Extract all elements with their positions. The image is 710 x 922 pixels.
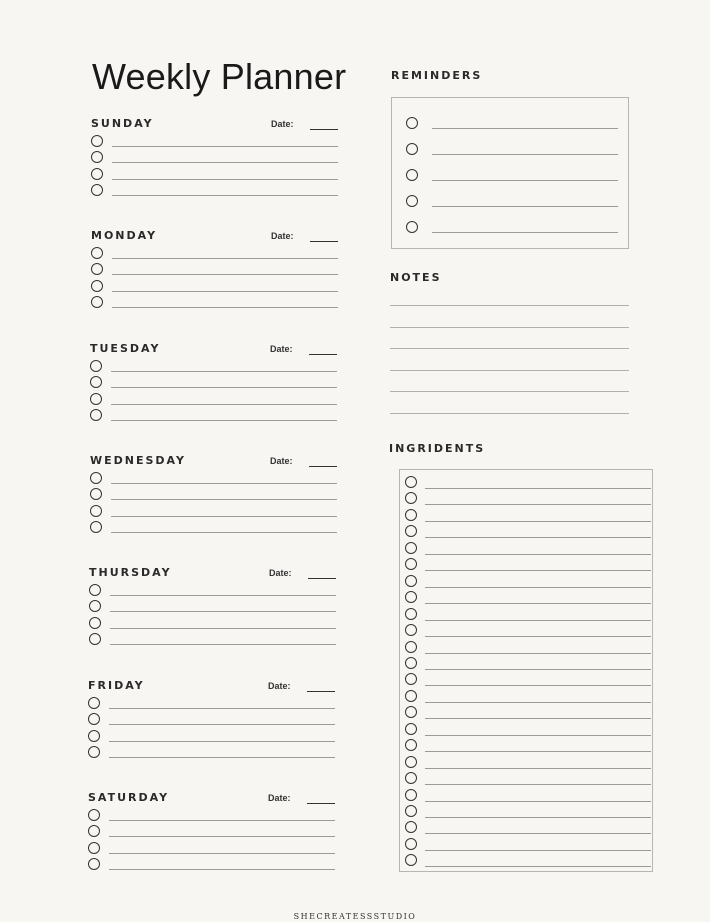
task-row [89, 376, 337, 392]
page-title: Weekly Planner [92, 56, 347, 97]
task-row [90, 168, 338, 184]
checkbox-circle-icon[interactable] [91, 151, 103, 163]
checkbox-circle-icon[interactable] [405, 690, 417, 702]
reminder-write-line[interactable] [432, 206, 618, 207]
task-write-line[interactable] [111, 516, 337, 517]
checkbox-circle-icon[interactable] [405, 525, 417, 537]
task-write-line[interactable] [109, 708, 335, 709]
task-row [87, 697, 335, 713]
ingredient-row [405, 838, 651, 852]
task-write-line[interactable] [109, 724, 335, 725]
date-input-line[interactable] [309, 466, 337, 467]
task-write-line[interactable] [110, 628, 336, 629]
checkbox-circle-icon[interactable] [406, 169, 418, 181]
task-write-line[interactable] [109, 757, 335, 758]
task-write-line[interactable] [109, 820, 335, 821]
task-row [87, 746, 335, 762]
checkbox-circle-icon[interactable] [405, 838, 417, 850]
note-line[interactable] [390, 327, 629, 328]
note-line[interactable] [390, 391, 629, 392]
reminder-row [406, 143, 618, 159]
ingredient-row [405, 789, 651, 803]
date-input-line[interactable] [309, 354, 337, 355]
task-row [88, 633, 336, 649]
ingredient-write-line[interactable] [425, 570, 651, 571]
ingredient-row [405, 624, 651, 638]
ingredient-row [405, 756, 651, 770]
ingredient-write-line[interactable] [425, 685, 651, 686]
checkbox-circle-icon[interactable] [90, 505, 102, 517]
task-row [90, 296, 338, 312]
checkbox-circle-icon[interactable] [90, 409, 102, 421]
checkbox-circle-icon[interactable] [405, 706, 417, 718]
checkbox-circle-icon[interactable] [91, 296, 103, 308]
day-section-monday [90, 229, 340, 319]
date-input-line[interactable] [307, 691, 335, 692]
ingredient-row [405, 641, 651, 655]
ingredient-row [405, 772, 651, 786]
checkbox-circle-icon[interactable] [89, 600, 101, 612]
task-row [87, 809, 335, 825]
ingredient-write-line[interactable] [425, 669, 651, 670]
ingredient-write-line[interactable] [425, 850, 651, 851]
reminder-write-line[interactable] [432, 154, 618, 155]
notes-heading: NOTES [390, 271, 442, 284]
task-write-line[interactable] [111, 532, 337, 533]
task-row [89, 472, 337, 488]
checkbox-circle-icon[interactable] [405, 673, 417, 685]
checkbox-circle-icon[interactable] [91, 184, 103, 196]
task-row [87, 842, 335, 858]
day-name: THURSDAY [89, 566, 172, 579]
day-name: TUESDAY [90, 342, 161, 355]
checkbox-circle-icon[interactable] [90, 488, 102, 500]
task-write-line[interactable] [109, 869, 335, 870]
checkbox-circle-icon[interactable] [405, 575, 417, 587]
task-write-line[interactable] [111, 404, 337, 405]
checkbox-circle-icon[interactable] [91, 135, 103, 147]
task-row [87, 825, 335, 841]
ingredient-write-line[interactable] [425, 537, 651, 538]
date-input-line[interactable] [310, 129, 338, 130]
checkbox-circle-icon[interactable] [405, 657, 417, 669]
day-name: MONDAY [91, 229, 158, 242]
ingredient-write-line[interactable] [425, 620, 651, 621]
checkbox-circle-icon[interactable] [91, 280, 103, 292]
task-write-line[interactable] [111, 483, 337, 484]
task-write-line[interactable] [112, 291, 338, 292]
footer-brand: SHECREATESSSTUDIO [293, 912, 417, 921]
ingredient-row [405, 591, 651, 605]
checkbox-circle-icon[interactable] [88, 809, 100, 821]
checkbox-circle-icon[interactable] [88, 825, 100, 837]
task-row [88, 617, 336, 633]
task-row [89, 409, 337, 425]
ingredient-write-line[interactable] [425, 801, 651, 802]
task-row [89, 488, 337, 504]
reminder-row [406, 221, 618, 237]
ingredient-row [405, 509, 651, 523]
day-name: FRIDAY [88, 679, 145, 692]
checkbox-circle-icon[interactable] [88, 730, 100, 742]
date-label: Date: [270, 456, 293, 466]
day-name: SATURDAY [88, 791, 170, 804]
task-write-line[interactable] [112, 162, 338, 163]
day-section-friday [87, 679, 337, 769]
day-section-wednesday [89, 454, 339, 544]
ingredient-write-line[interactable] [425, 833, 651, 834]
checkbox-circle-icon[interactable] [406, 143, 418, 155]
task-write-line[interactable] [110, 644, 336, 645]
checkbox-circle-icon[interactable] [89, 633, 101, 645]
task-write-line[interactable] [111, 371, 337, 372]
checkbox-circle-icon[interactable] [405, 805, 417, 817]
ingredient-row [405, 739, 651, 753]
date-input-line[interactable] [308, 578, 336, 579]
note-line[interactable] [390, 348, 629, 349]
reminder-row [406, 169, 618, 185]
checkbox-circle-icon[interactable] [405, 772, 417, 784]
checkbox-circle-icon[interactable] [405, 509, 417, 521]
note-line[interactable] [390, 305, 629, 306]
checkbox-circle-icon[interactable] [90, 472, 102, 484]
ingredient-write-line[interactable] [425, 751, 651, 752]
checkbox-circle-icon[interactable] [90, 521, 102, 533]
ingredient-row [405, 476, 651, 490]
task-write-line[interactable] [112, 195, 338, 196]
date-label: Date: [268, 681, 291, 691]
day-section-saturday [87, 791, 337, 881]
task-write-line[interactable] [112, 179, 338, 180]
task-write-line[interactable] [112, 274, 338, 275]
ingredient-write-line[interactable] [425, 817, 651, 818]
task-row [87, 858, 335, 874]
checkbox-circle-icon[interactable] [405, 591, 417, 603]
ingredient-row [405, 525, 651, 539]
task-write-line[interactable] [109, 853, 335, 854]
checkbox-circle-icon[interactable] [405, 821, 417, 833]
ingredient-write-line[interactable] [425, 653, 651, 654]
reminder-row [406, 117, 618, 133]
ingredient-row [405, 558, 651, 572]
ingredient-row [405, 608, 651, 622]
task-row [88, 600, 336, 616]
ingredient-row [405, 673, 651, 687]
task-write-line[interactable] [112, 146, 338, 147]
date-input-line[interactable] [310, 241, 338, 242]
ingredients-box [399, 469, 653, 872]
checkbox-circle-icon[interactable] [405, 558, 417, 570]
reminders-heading: REMINDERS [391, 69, 483, 82]
task-write-line[interactable] [109, 741, 335, 742]
day-section-sunday [90, 117, 340, 207]
task-row [87, 713, 335, 729]
date-label: Date: [271, 119, 294, 129]
date-label: Date: [269, 568, 292, 578]
reminder-row [406, 195, 618, 211]
task-write-line[interactable] [111, 420, 337, 421]
ingredient-write-line[interactable] [425, 521, 651, 522]
checkbox-circle-icon[interactable] [405, 624, 417, 636]
reminders-box [391, 97, 629, 249]
task-write-line[interactable] [111, 499, 337, 500]
checkbox-circle-icon[interactable] [90, 393, 102, 405]
ingredient-write-line[interactable] [425, 866, 651, 867]
checkbox-circle-icon[interactable] [88, 746, 100, 758]
task-row [89, 360, 337, 376]
task-row [90, 263, 338, 279]
checkbox-circle-icon[interactable] [91, 168, 103, 180]
ingredient-write-line[interactable] [425, 504, 651, 505]
task-row [89, 521, 337, 537]
ingredient-write-line[interactable] [425, 554, 651, 555]
task-row [90, 135, 338, 151]
checkbox-circle-icon[interactable] [405, 476, 417, 488]
task-row [88, 584, 336, 600]
checkbox-circle-icon[interactable] [405, 641, 417, 653]
checkbox-circle-icon[interactable] [406, 195, 418, 207]
note-line[interactable] [390, 370, 629, 371]
task-row [90, 151, 338, 167]
checkbox-circle-icon[interactable] [406, 221, 418, 233]
checkbox-circle-icon[interactable] [405, 492, 417, 504]
ingredient-write-line[interactable] [425, 735, 651, 736]
checkbox-circle-icon[interactable] [405, 756, 417, 768]
task-row [89, 505, 337, 521]
checkbox-circle-icon[interactable] [89, 584, 101, 596]
checkbox-circle-icon[interactable] [90, 360, 102, 372]
task-write-line[interactable] [112, 307, 338, 308]
task-row [87, 730, 335, 746]
ingredient-write-line[interactable] [425, 768, 651, 769]
ingredients-heading: INGRIDENTS [389, 442, 486, 455]
task-write-line[interactable] [112, 258, 338, 259]
ingredient-row [405, 657, 651, 671]
date-label: Date: [268, 793, 291, 803]
task-write-line[interactable] [109, 836, 335, 837]
ingredient-row [405, 492, 651, 506]
task-write-line[interactable] [110, 595, 336, 596]
ingredient-write-line[interactable] [425, 784, 651, 785]
ingredient-row [405, 723, 651, 737]
reminder-write-line[interactable] [432, 180, 618, 181]
ingredient-row [405, 575, 651, 589]
ingredient-row [405, 854, 651, 868]
ingredient-write-line[interactable] [425, 702, 651, 703]
checkbox-circle-icon[interactable] [406, 117, 418, 129]
ingredient-write-line[interactable] [425, 718, 651, 719]
task-row [90, 247, 338, 263]
ingredient-write-line[interactable] [425, 587, 651, 588]
checkbox-circle-icon[interactable] [88, 842, 100, 854]
checkbox-circle-icon[interactable] [88, 713, 100, 725]
checkbox-circle-icon[interactable] [405, 723, 417, 735]
ingredient-write-line[interactable] [425, 603, 651, 604]
day-name: WEDNESDAY [90, 454, 186, 467]
checkbox-circle-icon[interactable] [405, 608, 417, 620]
day-name: SUNDAY [91, 117, 154, 130]
task-row [90, 280, 338, 296]
task-write-line[interactable] [110, 611, 336, 612]
checkbox-circle-icon[interactable] [89, 617, 101, 629]
day-section-tuesday [89, 342, 339, 432]
checkbox-circle-icon[interactable] [405, 542, 417, 554]
ingredient-write-line[interactable] [425, 636, 651, 637]
checkbox-circle-icon[interactable] [91, 247, 103, 259]
ingredient-row [405, 706, 651, 720]
ingredient-row [405, 821, 651, 835]
date-label: Date: [271, 231, 294, 241]
reminder-write-line[interactable] [432, 232, 618, 233]
checkbox-circle-icon[interactable] [88, 858, 100, 870]
checkbox-circle-icon[interactable] [90, 376, 102, 388]
task-row [89, 393, 337, 409]
day-section-thursday [88, 566, 338, 656]
checkbox-circle-icon[interactable] [91, 263, 103, 275]
ingredient-row [405, 542, 651, 556]
ingredient-row [405, 805, 651, 819]
task-write-line[interactable] [111, 387, 337, 388]
date-label: Date: [270, 344, 293, 354]
ingredient-row [405, 690, 651, 704]
reminder-write-line[interactable] [432, 128, 618, 129]
checkbox-circle-icon[interactable] [88, 697, 100, 709]
checkbox-circle-icon[interactable] [405, 789, 417, 801]
task-row [90, 184, 338, 200]
checkbox-circle-icon[interactable] [405, 854, 417, 866]
date-input-line[interactable] [307, 803, 335, 804]
ingredient-write-line[interactable] [425, 488, 651, 489]
checkbox-circle-icon[interactable] [405, 739, 417, 751]
note-line[interactable] [390, 413, 629, 414]
